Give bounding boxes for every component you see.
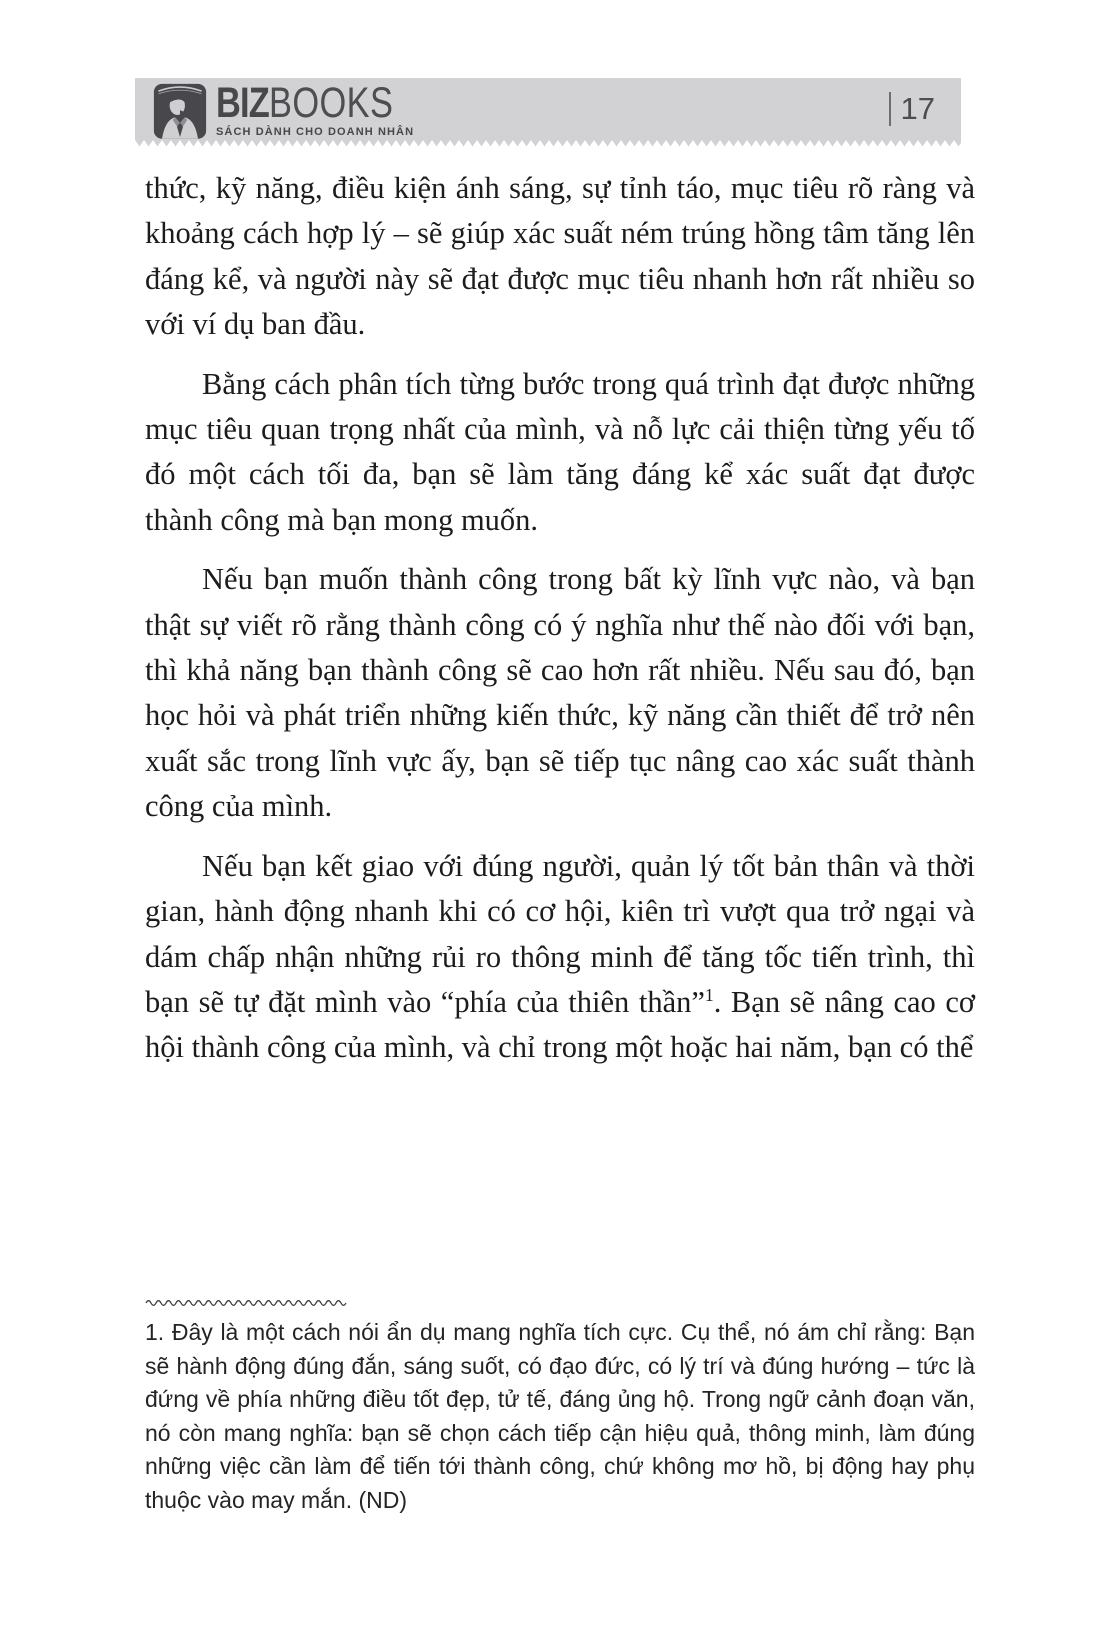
- body-text: [145, 166, 975, 1085]
- paragraph-2: Bằng cách phân tích từng bước trong quá trình đạt được những mục tiêu quan trọng nhất của mình, và nỗ lực cải thiện từng yếu tố đó một cách tối đa, bạn sẽ làm tăng đáng kể xác suất đạt được thành công mà bạn mong muốn.: [145, 366, 975, 537]
- paragraph-4: [145, 844, 975, 1071]
- bizbooks-businessman-book-icon: [153, 80, 207, 140]
- header-bar: [135, 78, 961, 140]
- footnote-reference-marker: 1: [704, 984, 714, 1005]
- publisher-wordmark: [216, 79, 438, 138]
- page-number: 17: [900, 91, 935, 126]
- paragraph-1: thức, kỹ năng, điều kiện ánh sáng, sự tỉnh táo, mục tiêu rõ ràng và khoảng cách hợp lý – sẽ giúp xác suất ném trúng hồng tâm tăng lên đáng kể, và người này sẽ đạt được mục tiêu nhanh hơn rất nhiều so với ví dụ ban đầu.: [145, 171, 975, 342]
- brand-name: [216, 79, 394, 128]
- header-perforated-edge: [135, 140, 961, 147]
- page-number-divider: [889, 92, 891, 126]
- brand-biz: BIZ: [216, 79, 270, 128]
- brand-books: BOOKS: [269, 79, 394, 128]
- publisher-logo: [153, 78, 438, 140]
- paragraph-3: Nếu bạn muốn thành công trong bất kỳ lĩnh vực nào, và bạn thật sự viết rõ rằng thành công có ý nghĩa như thế nào đối với bạn, thì khả năng bạn thành công sẽ cao hơn rất nhiều. Nếu sau đó, bạn học hỏi và phát triển những kiến thức, kỹ năng cần thiết để trở nên xuất sắc trong lĩnh vực ấy, bạn sẽ tiếp tục nâng cao xác suất thành công của mình.: [145, 562, 975, 824]
- footnote-wavy-separator: [145, 1298, 353, 1308]
- page-number-block: [889, 91, 935, 127]
- paragraph-4-part2: . Bạn sẽ nâng cao cơ hội thành công của mình, và chỉ trong một hoặc hai năm, bạn có thể: [145, 984, 975, 1065]
- paragraph-4-part1: Nếu bạn kết giao với đúng người, quản lý tốt bản thân và thời gian, hành động nhanh khi có cơ hội, kiên trì vượt qua trở ngại và dám chấp nhận những rủi ro thông minh để tăng tốc tiến trình, thì bạn sẽ tự đặt mình vào “phía của thiên thần”: [145, 848, 975, 1019]
- footnote-text: 1. Đây là một cách nói ẩn dụ mang nghĩa tích cực. Cụ thể, nó ám chỉ rằng: Bạn sẽ hành động đúng đắn, sáng suốt, có đạo đức, có lý trí và đúng hướng – tức là đứng về phía những điều tốt đẹp, tử tế, đáng ủng hộ. Trong ngữ cảnh đoạn văn, nó còn mang nghĩa: bạn sẽ chọn cách tiếp cận hiệu quả, thông minh, làm đúng những việc cần làm để tiến tới thành công, chứ không mơ hồ, bị động hay phụ thuộc vào may mắn. (ND): [145, 1319, 975, 1513]
- footnote-block: [145, 1298, 975, 1518]
- brand-tagline: SÁCH DÀNH CHO DOANH NHÂN: [216, 125, 415, 138]
